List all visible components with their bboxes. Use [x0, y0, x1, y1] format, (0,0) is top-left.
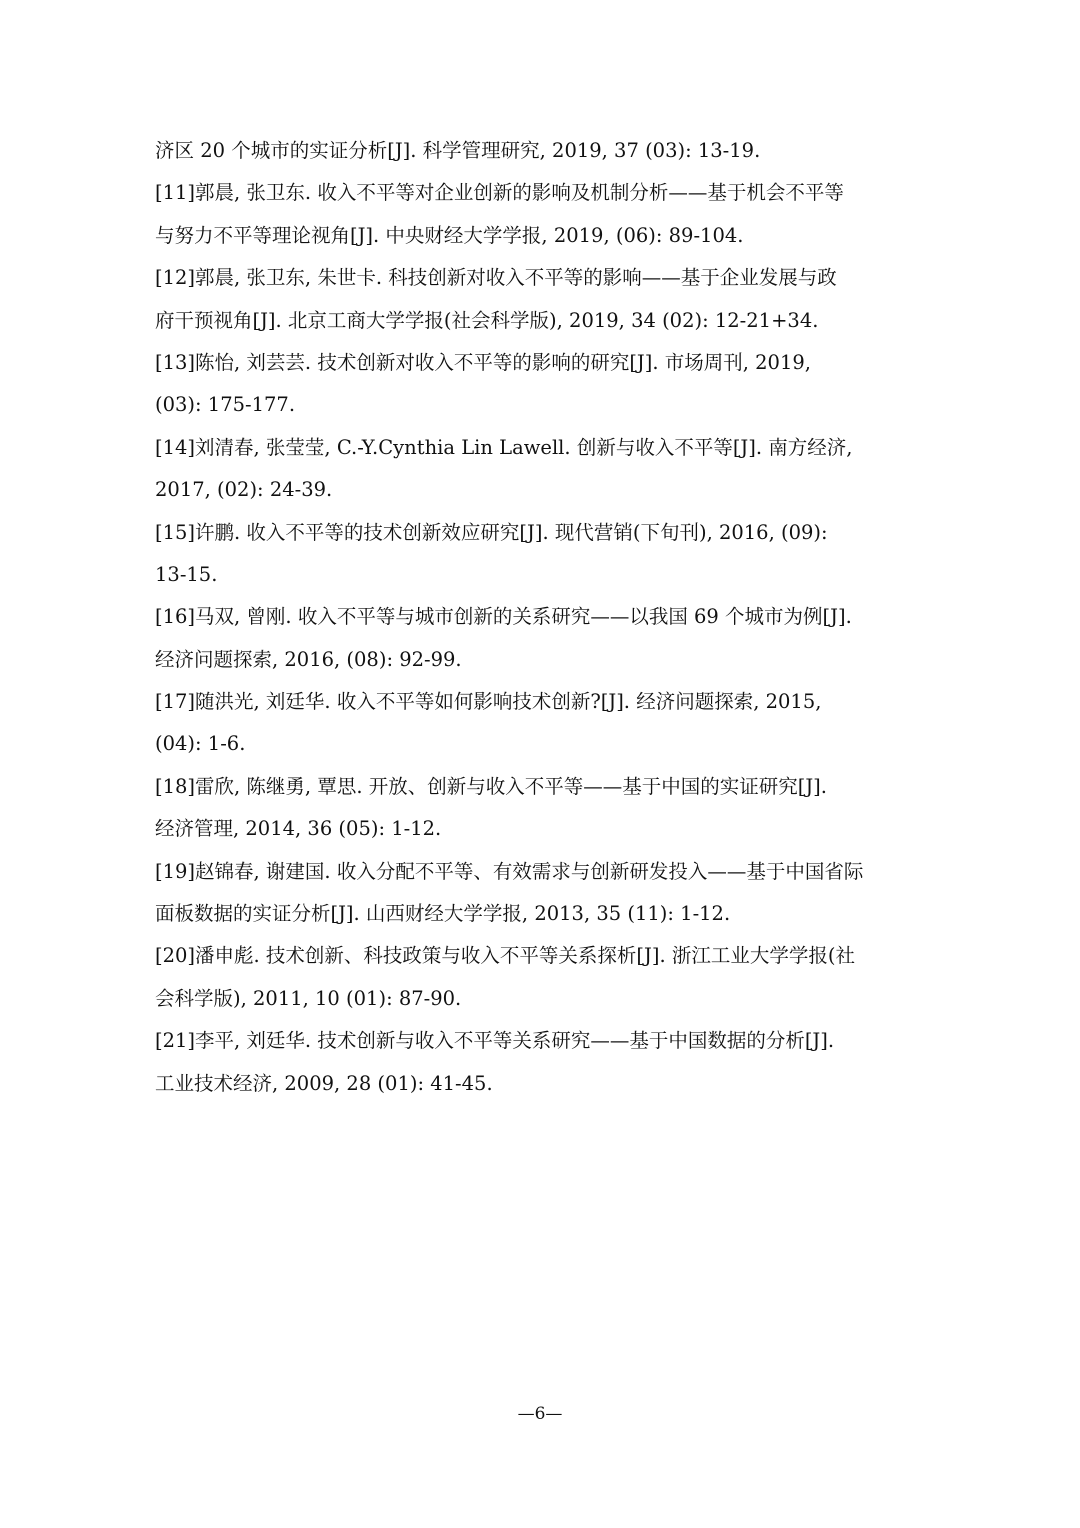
page-number: —6—	[517, 1404, 563, 1424]
reference-line: [18]雷欣, 陈继勇, 覃思. 开放、创新与收入不平等——基于中国的实证研究[J].	[155, 774, 827, 798]
reference-list	[155, 130, 955, 1105]
reference-line: 济区 20 个城市的实证分析[J]. 科学管理研究, 2019, 37 (03): 13-19.	[155, 139, 761, 162]
reference-line: (03): 175-177.	[155, 393, 296, 417]
reference-line: [12]郭晨, 张卫东, 朱世卡. 科技创新对收入不平等的影响——基于企业发展与政	[155, 266, 837, 290]
reference-line: 经济问题探索, 2016, (08): 92-99.	[155, 647, 462, 671]
reference-line: [17]随洪光, 刘廷华. 收入不平等如何影响技术创新?[J]. 经济问题探索, 2015,	[155, 690, 822, 714]
reference-line: [13]陈怡, 刘芸芸. 技术创新对收入不平等的影响的研究[J]. 市场周刊, 2019,	[155, 350, 811, 374]
reference-line: [14]刘清春, 张莹莹, C.-Y.Cynthia Lin Lawell. 创新与收入不平等[J]. 南方经济,	[155, 435, 853, 459]
reference-line: [20]潘申彪. 技术创新、科技政策与收入不平等关系探析[J]. 浙江工业大学学报(社	[155, 944, 855, 968]
reference-line: [11]郭晨, 张卫东. 收入不平等对企业创新的影响及机制分析——基于机会不平等	[155, 181, 844, 205]
reference-line: 工业技术经济, 2009, 28 (01): 41-45.	[155, 1071, 493, 1095]
reference-line: 府干预视角[J]. 北京工商大学学报(社会科学版), 2019, 34 (02): 12-21+34.	[155, 308, 819, 332]
reference-line: 经济管理, 2014, 36 (05): 1-12.	[155, 817, 442, 841]
reference-line: 2017, (02): 24-39.	[155, 478, 333, 502]
reference-line: [19]赵锦春, 谢建国. 收入分配不平等、有效需求与创新研发投入——基于中国省际	[155, 859, 864, 883]
reference-line: 面板数据的实证分析[J]. 山西财经大学学报, 2013, 35 (11): 1-12.	[155, 902, 731, 926]
reference-line: (04): 1-6.	[155, 732, 246, 756]
reference-line: 与努力不平等理论视角[J]. 中央财经大学学报, 2019, (06): 89-104.	[155, 223, 744, 247]
reference-line: 13-15.	[155, 562, 218, 586]
reference-line: [15]许鹏. 收入不平等的技术创新效应研究[J]. 现代营销(下旬刊), 2016, (09):	[155, 520, 828, 544]
reference-line: [21]李平, 刘廷华. 技术创新与收入不平等关系研究——基于中国数据的分析[J].	[155, 1029, 835, 1053]
reference-line: 会科学版), 2011, 10 (01): 87-90.	[155, 986, 462, 1010]
reference-line: [16]马双, 曾刚. 收入不平等与城市创新的关系研究——以我国 69 个城市为例[J].	[155, 605, 852, 629]
